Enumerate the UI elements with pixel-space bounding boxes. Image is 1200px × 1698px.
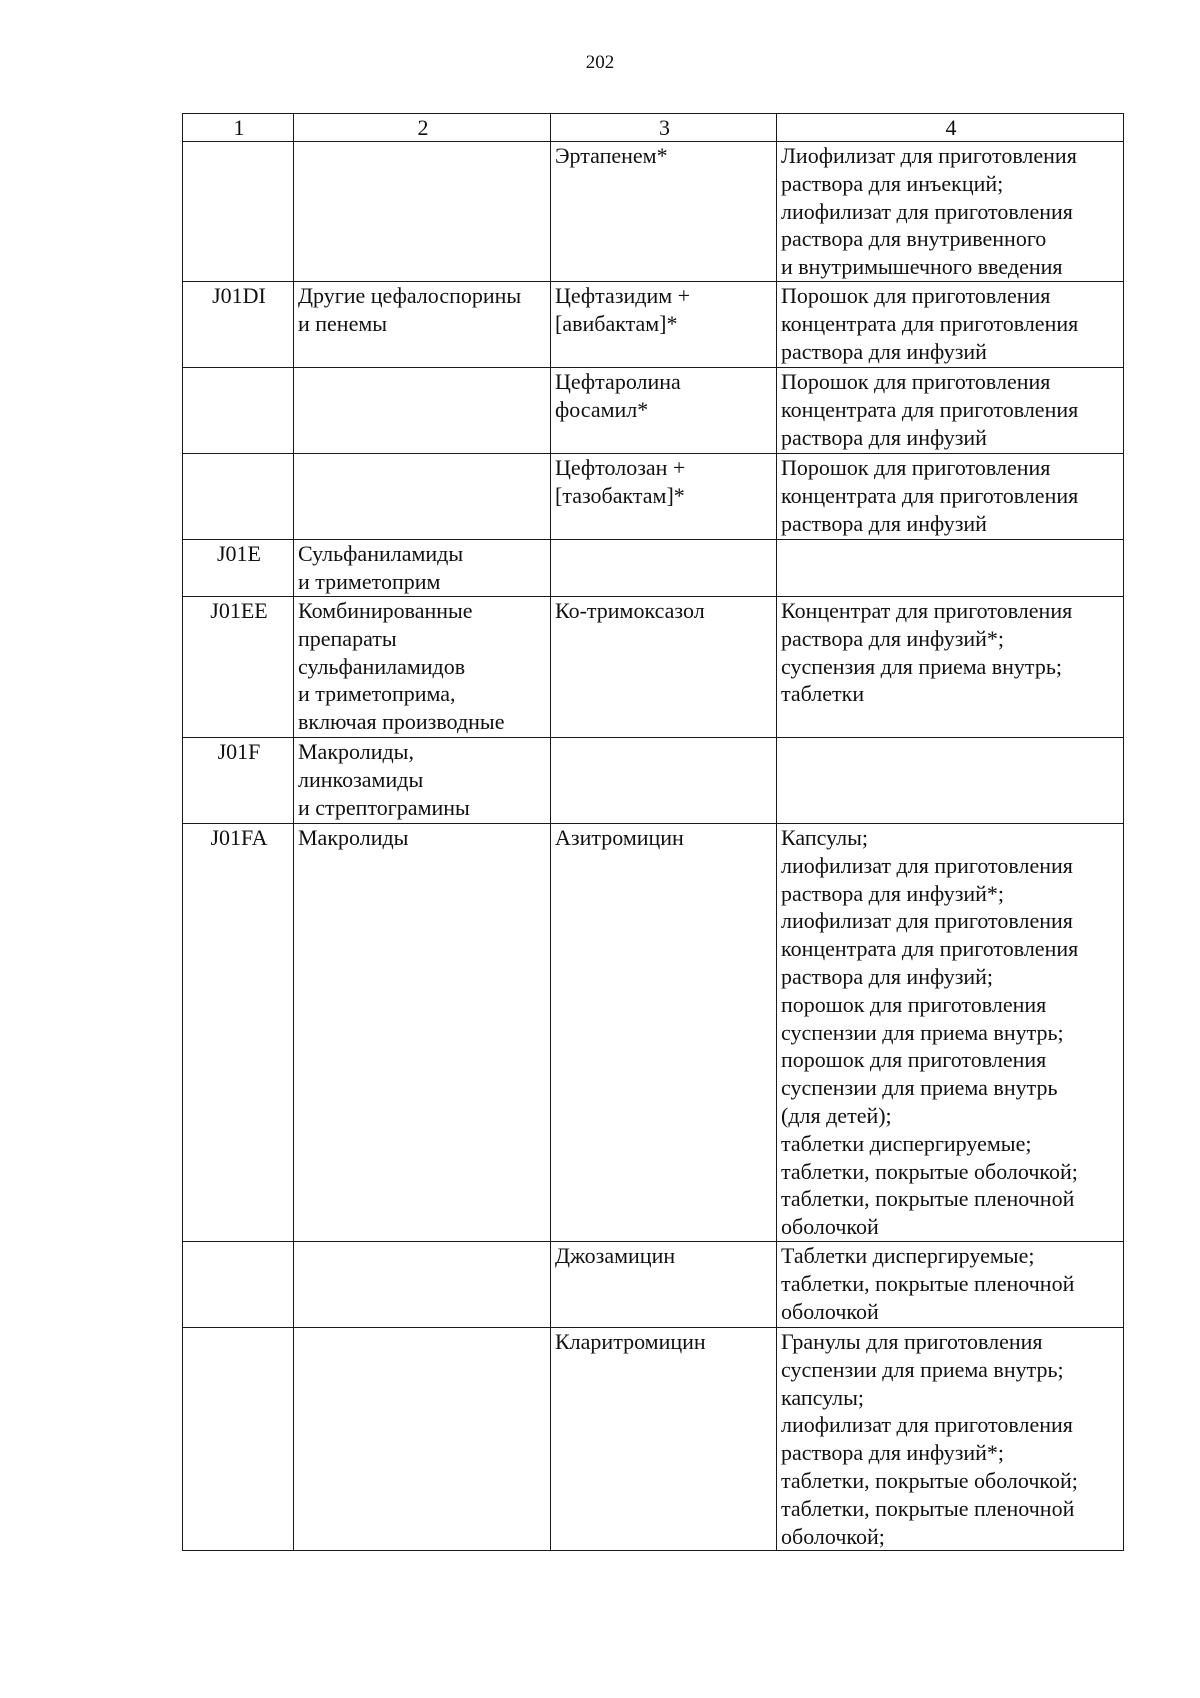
table-row [183, 368, 1124, 454]
drug-name-cell: Ко-тримоксазол [551, 597, 777, 738]
table-row [183, 597, 1124, 738]
drug-name-cell [551, 738, 777, 824]
atc-code-cell [183, 454, 294, 540]
atc-code-cell: J01DI [183, 282, 294, 368]
drug-table [182, 113, 1124, 1551]
dosage-forms-cell [777, 738, 1124, 824]
dosage-forms-cell: Порошок для приготовления концентрата для приготовления раствора для инфузий [777, 368, 1124, 454]
group-name-cell: Сульфаниламиды и триметоприм [294, 540, 551, 597]
atc-code-cell: J01FA [183, 824, 294, 1242]
drug-name-cell: Кларитромицин [551, 1328, 777, 1551]
table-row [183, 738, 1124, 824]
dosage-forms-cell: Гранулы для приготовления суспензии для приема внутрь; капсулы; лиофилизат для приготовления раствора для инфузий*; таблетки, покрытые оболочкой; таблетки, покрытые пленочной оболочкой; [777, 1328, 1124, 1551]
group-name-cell [294, 1242, 551, 1328]
group-name-cell: Макролиды [294, 824, 551, 1242]
group-name-cell: Другие цефалоспорины и пенемы [294, 282, 551, 368]
atc-code-cell [183, 142, 294, 282]
dosage-forms-cell: Порошок для приготовления концентрата для приготовления раствора для инфузий [777, 282, 1124, 368]
atc-code-cell [183, 368, 294, 454]
column-header-2: 2 [294, 114, 551, 142]
table-row [183, 1242, 1124, 1328]
dosage-forms-cell: Таблетки диспергируемые; таблетки, покрытые пленочной оболочкой [777, 1242, 1124, 1328]
atc-code-cell: J01F [183, 738, 294, 824]
dosage-forms-cell [777, 540, 1124, 597]
atc-code-cell [183, 1328, 294, 1551]
group-name-cell [294, 454, 551, 540]
dosage-forms-cell: Капсулы; лиофилизат для приготовления раствора для инфузий*; лиофилизат для приготовления концентрата для приготовления раствора для инфузий; порошок для приготовления суспензии для приема внутрь; порошок для приготовления суспензии для приема внутрь (для детей); таблетки диспергируемые; таблетки, покрытые оболочкой; таблетки, покрытые пленочной оболочкой [777, 824, 1124, 1242]
table-header-row [183, 114, 1124, 142]
drug-name-cell: Цефтаролина фосамил* [551, 368, 777, 454]
dosage-forms-cell: Лиофилизат для приготовления раствора для инъекций; лиофилизат для приготовления раствора для внутривенного и внутримышечного введения [777, 142, 1124, 282]
group-name-cell [294, 368, 551, 454]
drug-name-cell [551, 540, 777, 597]
atc-code-cell: J01EE [183, 597, 294, 738]
drug-name-cell: Джозамицин [551, 1242, 777, 1328]
column-header-4: 4 [777, 114, 1124, 142]
atc-code-cell: J01E [183, 540, 294, 597]
atc-code-cell [183, 1242, 294, 1328]
table-row [183, 142, 1124, 282]
group-name-cell [294, 1328, 551, 1551]
dosage-forms-cell: Концентрат для приготовления раствора для инфузий*; суспензия для приема внутрь; таблетки [777, 597, 1124, 738]
drug-name-cell: Цефтолозан + [тазобактам]* [551, 454, 777, 540]
table-row [183, 282, 1124, 368]
column-header-3: 3 [551, 114, 777, 142]
table-row [183, 540, 1124, 597]
drug-name-cell: Азитромицин [551, 824, 777, 1242]
table-row [183, 824, 1124, 1242]
drug-name-cell: Цефтазидим + [авибактам]* [551, 282, 777, 368]
page-number: 202 [585, 52, 615, 73]
group-name-cell: Макролиды, линкозамиды и стрептограмины [294, 738, 551, 824]
drug-name-cell: Эртапенем* [551, 142, 777, 282]
column-header-1: 1 [183, 114, 294, 142]
group-name-cell: Комбинированные препараты сульфаниламидов и триметоприма, включая производные [294, 597, 551, 738]
dosage-forms-cell: Порошок для приготовления концентрата для приготовления раствора для инфузий [777, 454, 1124, 540]
table-row [183, 1328, 1124, 1551]
group-name-cell [294, 142, 551, 282]
table-row [183, 454, 1124, 540]
